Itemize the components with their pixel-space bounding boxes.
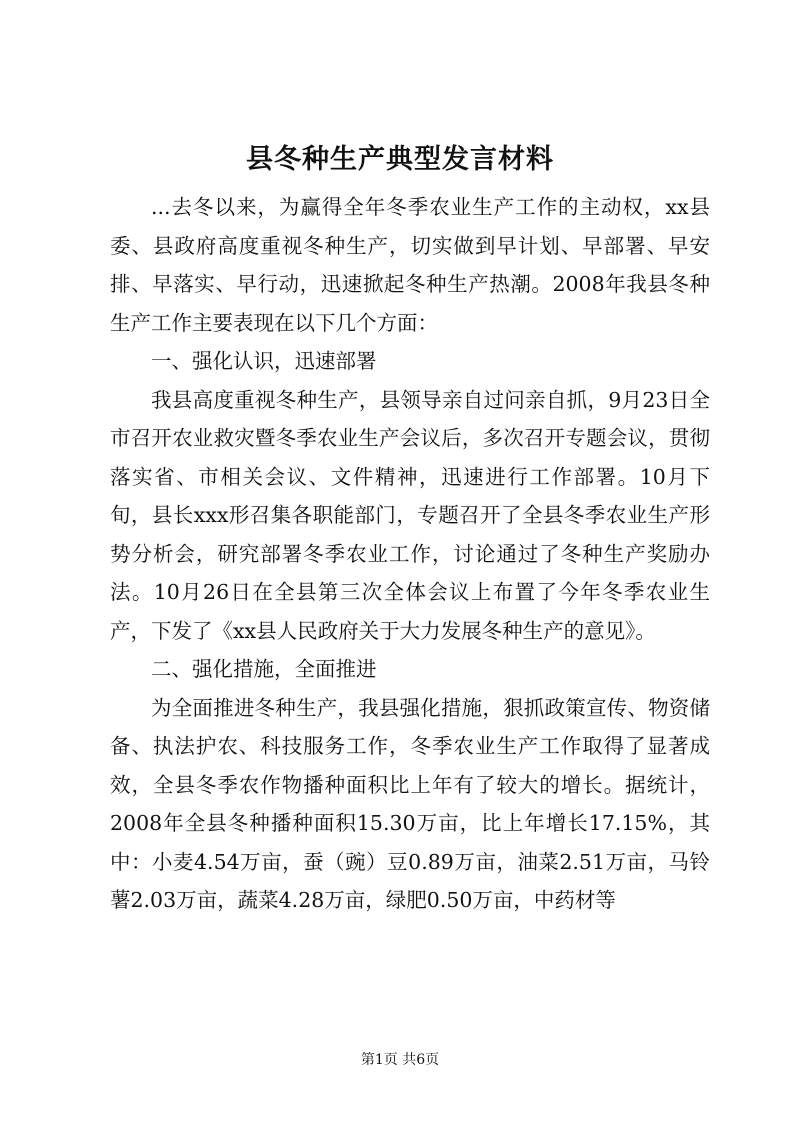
page-footer	[0, 1050, 800, 1070]
section-heading-1: 一、强化认识，迅速部署	[151, 349, 377, 373]
section-heading-2: 二、强化措施，全面推进	[151, 657, 377, 681]
paragraph-section-2: 为全面推进冬种生产，我县强化措施，狠抓政策宣传、物资储备、执法护农、科技服务工作，冬季农业生产工作取得了显著成效，全县冬季农作物播种面积比上年有了较大的增长。据统计，2008年全县冬种播种面积15.30万亩，比上年增长17.15%，其中：小麦4.54万亩，蚕（豌）豆0.89万亩，油菜2.51万亩，马铃薯2.03万亩，蔬菜4.28万亩，绿肥0.50万亩，中药材等	[110, 695, 710, 912]
paragraph-intro: ...去冬以来，为赢得全年冬季农业生产工作的主动权，xx县委、县政府高度重视冬种生产，切实做到早计划、早部署、早安排、早落实、早行动，迅速掀起冬种生产热潮。2008年我县冬种生产工作主要表现在以下几个方面：	[110, 195, 710, 335]
document-title: 县冬种生产典型发言材料	[246, 144, 554, 175]
document-body	[110, 188, 710, 920]
page-number-label: 第1页 共6页	[360, 1052, 440, 1068]
paragraph-section-1: 我县高度重视冬种生产，县领导亲自过问亲自抓，9月23日全市召开农业救灾暨冬季农业生产会议后，多次召开专题会议，贯彻落实省、市相关会议、文件精神，迅速进行工作部署。10月下旬，县长xxx形召集各职能部门，专题召开了全县冬季农业生产形势分析会，研究部署冬季农业工作，讨论通过了冬种生产奖励办法。10月26日在全县第三次全体会议上布置了今年冬季农业生产，下发了《xx县人民政府关于大力发展冬种生产的意见》。	[110, 387, 710, 643]
